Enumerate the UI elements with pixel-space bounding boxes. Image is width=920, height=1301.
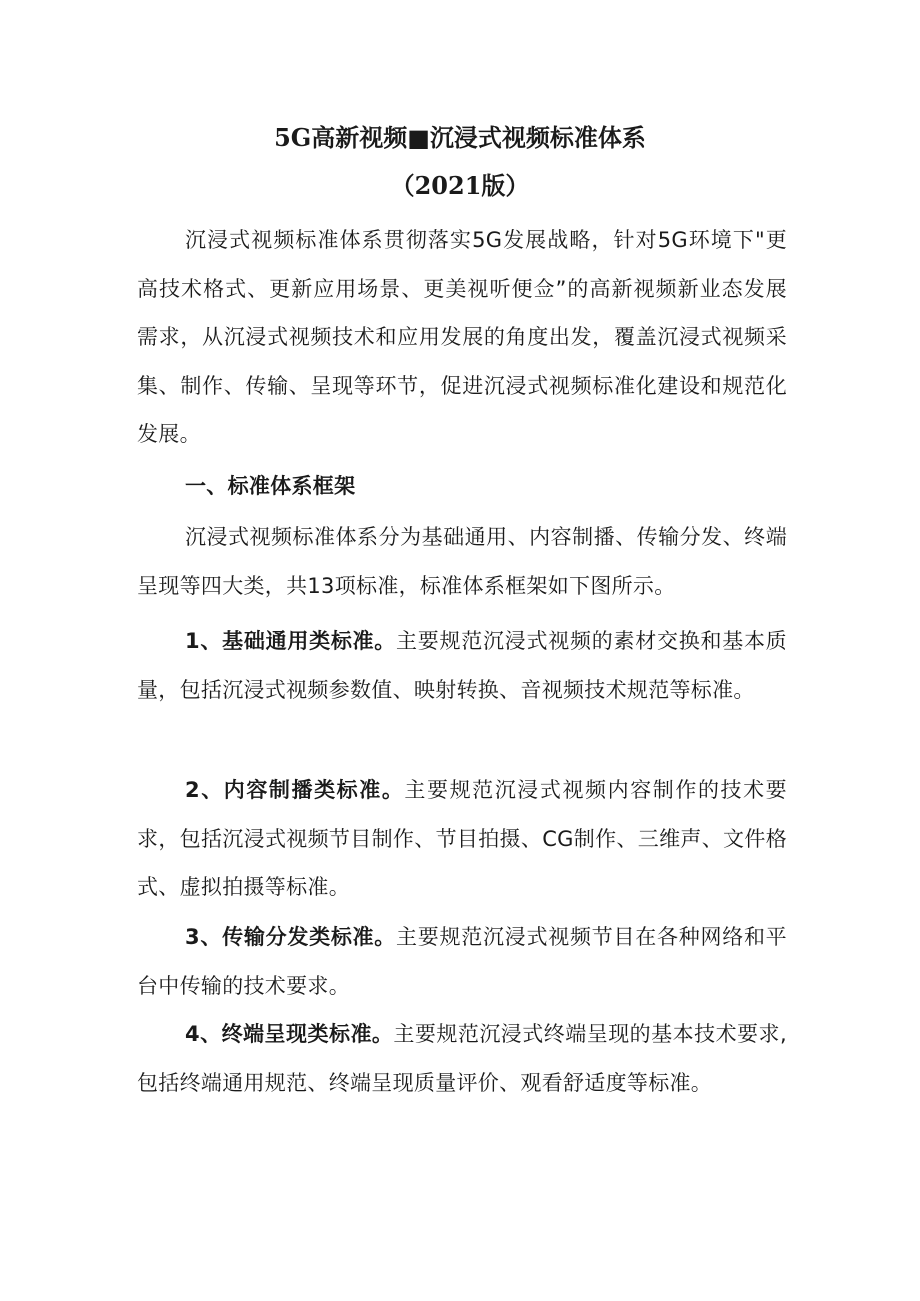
intro-paragraph: 沉浸式视频标准体系贯彻落实5G发展战略，针对5G环境下"更高技术格式、更新应用场景、更美视听便佥”的高新视频新业态发展需求，从沉浸式视频技术和应用发展的角度出发，覆盖沉浸式视频采集、制作、传输、呈现等环节，促进沉浸式视频标准化建设和规范化发展。 bbox=[137, 228, 787, 446]
item-lead: 2、内容制播类标准。 bbox=[185, 778, 405, 802]
standard-item-terminal bbox=[137, 1010, 787, 1107]
standard-item-content bbox=[137, 766, 787, 912]
standard-item-transmission bbox=[137, 913, 787, 1010]
item-lead: 4、终端呈现类标准。 bbox=[185, 1022, 394, 1046]
document-title: 5G高新视频■沉浸式视频标准体系 bbox=[274, 123, 646, 152]
item-text: 主要规范沉浸式视频内容制作的技术要求，包括沉浸式视频节目制作、节目拍摄、CG制作、三维声、文件格式、虚拟拍摄等标准。 bbox=[137, 778, 787, 899]
item-lead: 3、传输分发类标准。 bbox=[185, 925, 397, 949]
framework-paragraph: 沉浸式视频标准体系分为基础通用、内容制播、传输分发、终端呈现等四大类，共13项标准，标准体系框架如下图所示。 bbox=[137, 525, 787, 598]
section-heading: 一、标准体系框架 bbox=[185, 474, 356, 498]
standard-item-basic bbox=[137, 617, 787, 714]
item-text: 主要规范沉浸式视频的素材交换和基本质量，包括沉浸式视频参数值、映射转换、音视频技术规范等标准。 bbox=[137, 629, 787, 702]
document-subtitle: （2021版） bbox=[390, 171, 530, 200]
item-lead: 1、基础通用类标准。 bbox=[185, 629, 397, 653]
item-text: 主要规范沉浸式终端呈现的基本技术要求,包括终端通用规范、终端呈现质量评价、观看舒适度等标准。 bbox=[137, 1022, 787, 1095]
item-text: 主要规范沉浸式视频节目在各种网络和平台中传输的技术要求。 bbox=[137, 925, 787, 998]
